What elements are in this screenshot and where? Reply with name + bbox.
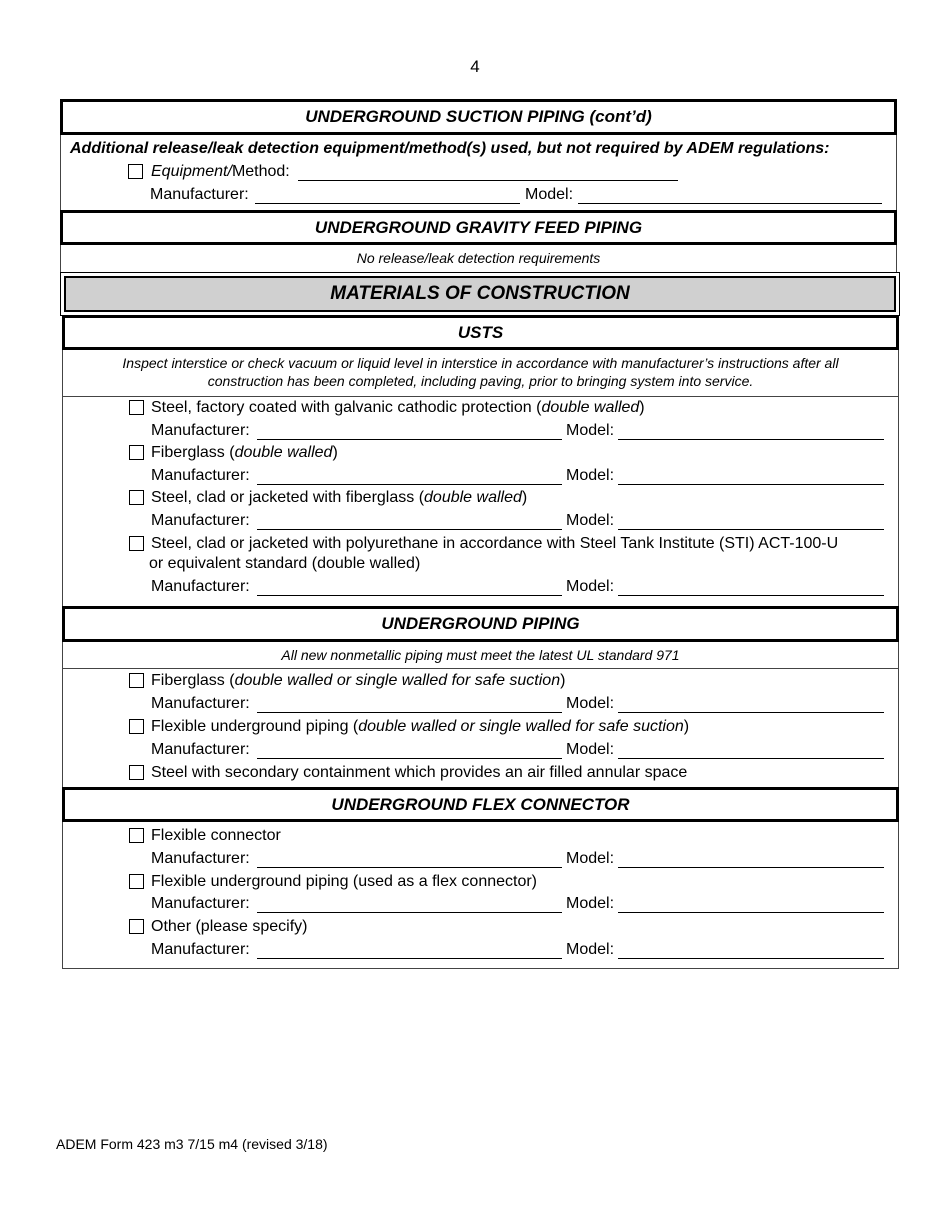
ust-fiberglass-checkbox[interactable] <box>129 445 144 460</box>
flex-piping-checkbox[interactable] <box>129 874 144 889</box>
manufacturer-label: Manufacturer: <box>151 895 250 912</box>
usts-note-line1: Inspect interstice or check vacuum or liquid level in interstice in accordance with manufacturer’s instructions after all <box>122 355 839 371</box>
piping-header: UNDERGROUND PIPING <box>62 606 899 642</box>
gravity-feed-note: No release/leak detection requirements <box>356 250 601 266</box>
manufacturer-label: Manufacturer: <box>151 578 250 595</box>
manufacturer-field[interactable] <box>257 867 562 868</box>
manufacturer-label: Manufacturer: <box>151 695 250 712</box>
model-field[interactable] <box>618 529 884 530</box>
ust-steel-fiberglass-label: Steel, clad or jacketed with fiberglass (double walled) <box>151 489 528 506</box>
piping-steel-secondary-checkbox[interactable] <box>129 765 144 780</box>
model-label: Model: <box>566 422 615 439</box>
flex-connector-label: Flexible connector <box>151 827 281 844</box>
model-field[interactable] <box>618 712 884 713</box>
materials-header: MATERIALS OF CONSTRUCTION <box>64 276 896 312</box>
model-label: Model: <box>566 512 615 529</box>
equipment-label-italic: Equipment/ <box>151 163 232 180</box>
usts-divider <box>62 396 899 397</box>
manufacturer-label: Manufacturer: <box>151 422 250 439</box>
method-label: Method: <box>231 163 290 180</box>
model-label: Model: <box>566 741 615 758</box>
manufacturer-label: Manufacturer: <box>151 941 250 958</box>
gravity-feed-header: UNDERGROUND GRAVITY FEED PIPING <box>60 210 897 245</box>
model-field[interactable] <box>618 867 884 868</box>
manufacturer-field[interactable] <box>257 529 562 530</box>
manufacturer-label: Manufacturer: <box>151 512 250 529</box>
piping-flexible-checkbox[interactable] <box>129 719 144 734</box>
model-label: Model: <box>566 895 615 912</box>
manufacturer-label: Manufacturer: <box>151 467 250 484</box>
manufacturer-label: Manufacturer: <box>150 186 249 203</box>
manufacturer-label: Manufacturer: <box>151 850 250 867</box>
ust-steel-polyurethane-label-line2: or equivalent standard (double walled) <box>149 555 421 572</box>
model-label: Model: <box>566 467 615 484</box>
ust-fiberglass-label: Fiberglass (double walled) <box>151 444 338 461</box>
additional-note: Additional release/leak detection equipment/method(s) used, but not required by ADEM regulations: <box>70 140 830 157</box>
model-label: Model: <box>566 695 615 712</box>
manufacturer-field[interactable] <box>257 484 562 485</box>
manufacturer-field[interactable] <box>257 595 562 596</box>
piping-note: All new nonmetallic piping must meet the latest UL standard 971 <box>281 647 680 663</box>
model-field[interactable] <box>618 595 884 596</box>
equipment-method-field[interactable] <box>298 180 678 181</box>
ust-steel-fiberglass-checkbox[interactable] <box>129 490 144 505</box>
piping-divider <box>62 668 899 669</box>
flex-header: UNDERGROUND FLEX CONNECTOR <box>62 787 899 822</box>
flex-other-label: Other (please specify) <box>151 918 308 935</box>
piping-flexible-label: Flexible underground piping (double walled or single walled for safe suction) <box>151 718 690 735</box>
ust-steel-polyurethane-label: Steel, clad or jacketed with polyurethane in accordance with Steel Tank Institute (STI) ACT-100-U <box>151 535 839 552</box>
model-label: Model: <box>525 186 574 203</box>
flex-other-checkbox[interactable] <box>129 919 144 934</box>
usts-note-line2: construction has been completed, including paving, prior to bringing system into service. <box>207 373 754 389</box>
equipment-checkbox[interactable] <box>128 164 143 179</box>
ust-steel-galvanic-checkbox[interactable] <box>129 400 144 415</box>
flex-piping-label: Flexible underground piping (used as a flex connector) <box>151 873 538 890</box>
manufacturer-label: Manufacturer: <box>151 741 250 758</box>
model-field[interactable] <box>618 484 884 485</box>
model-label: Model: <box>566 850 615 867</box>
piping-fiberglass-checkbox[interactable] <box>129 673 144 688</box>
ust-steel-galvanic-label: Steel, factory coated with galvanic cathodic protection (double walled) <box>151 399 645 416</box>
manufacturer-field[interactable] <box>257 712 562 713</box>
model-label: Model: <box>566 578 615 595</box>
manufacturer-field[interactable] <box>257 758 562 759</box>
equipment-method-label <box>151 163 290 181</box>
model-label: Model: <box>566 941 615 958</box>
model-field[interactable] <box>618 439 884 440</box>
manufacturer-field[interactable] <box>255 203 520 204</box>
manufacturer-field[interactable] <box>257 912 562 913</box>
page-number: 4 <box>470 57 480 76</box>
ust-steel-polyurethane-checkbox[interactable] <box>129 536 144 551</box>
suction-piping-header: UNDERGROUND SUCTION PIPING (cont’d) <box>60 99 897 135</box>
flex-connector-checkbox[interactable] <box>129 828 144 843</box>
model-field[interactable] <box>618 958 884 959</box>
model-field[interactable] <box>618 912 884 913</box>
model-field[interactable] <box>618 758 884 759</box>
piping-steel-secondary-label: Steel with secondary containment which provides an air filled annular space <box>151 764 688 781</box>
usts-header: USTS <box>62 315 899 350</box>
model-field[interactable] <box>578 203 882 204</box>
form-footer: ADEM Form 423 m3 7/15 m4 (revised 3/18) <box>56 1136 328 1152</box>
manufacturer-field[interactable] <box>257 439 562 440</box>
manufacturer-field[interactable] <box>257 958 562 959</box>
piping-fiberglass-label: Fiberglass (double walled or single walled for safe suction) <box>151 672 566 689</box>
